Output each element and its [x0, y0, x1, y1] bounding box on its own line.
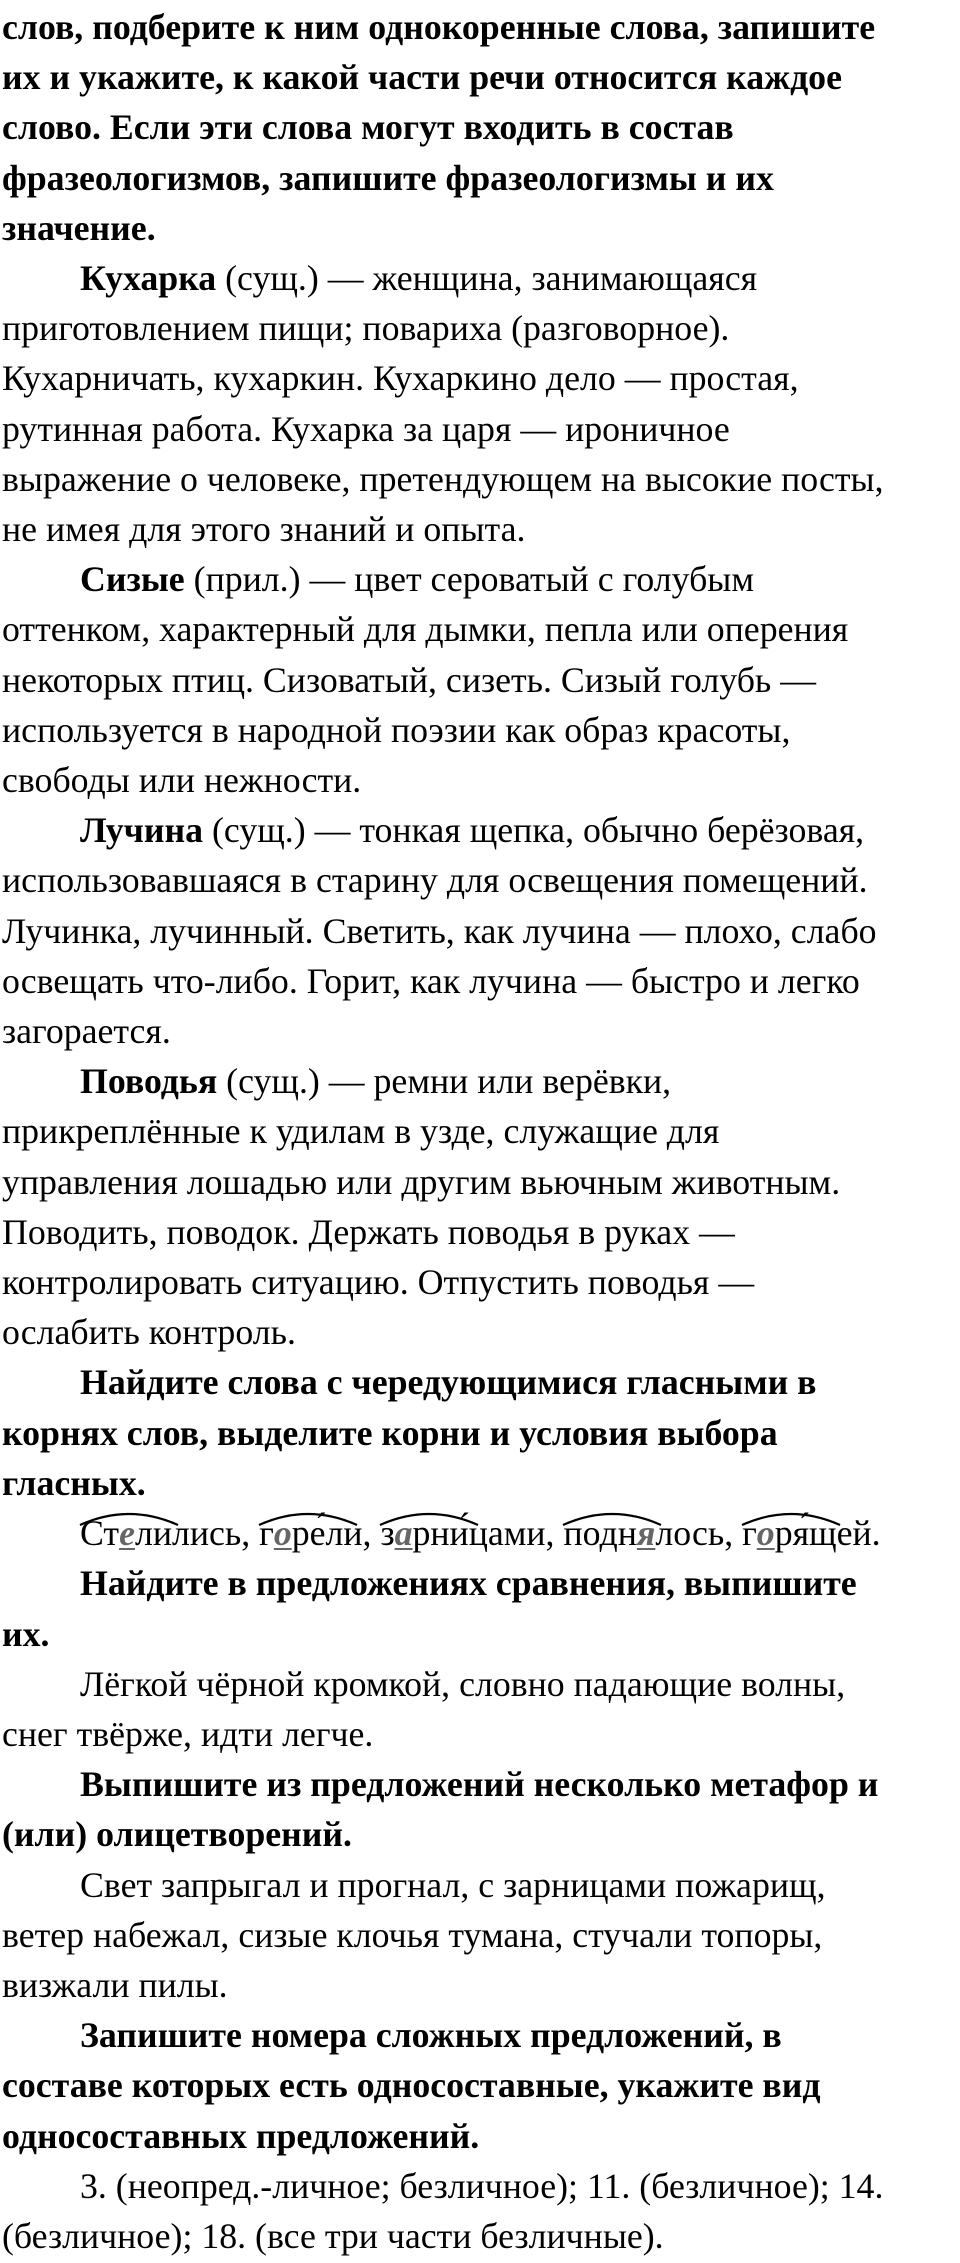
word-root: гор: [259, 1508, 310, 1558]
document-page: [0, 2, 960, 2261]
alternation-word: Стелились,: [80, 1513, 259, 1553]
alternating-vowel: я: [636, 1513, 656, 1554]
task-heading-line: Запишите номера сложных предложений, в: [80, 2015, 782, 2056]
entry-line: не имея для этого знаний и опыта.: [2, 509, 526, 550]
entry-line: оттенком, характерный для дымки, пепла или оперения: [2, 609, 849, 650]
word-root: гор: [742, 1508, 793, 1558]
answer-line: визжали пилы.: [2, 1964, 228, 2005]
task-heading-line: односоставных предложений.: [2, 2115, 480, 2156]
entry-term: Сизые: [80, 559, 185, 600]
task-heading-line: корнях слов, выделите корни и условия выбора: [2, 1412, 778, 1453]
entry-first-line: [2, 805, 960, 855]
intro-line: слово. Если эти слова могут входить в состав: [2, 107, 734, 148]
entry-line: прикреплённые к удилам в узде, служащие для: [2, 1111, 720, 1152]
alternation-word: горе́ли,: [259, 1513, 380, 1553]
entry-line: освещать что-либо. Горит, как лучина — быстро и легко: [2, 960, 860, 1001]
intro-line: фразеологизмов, запишите фразеологизмы и их: [2, 157, 774, 198]
answer-line: ветер набежал, сизые клочья тумана, стучали топоры,: [2, 1914, 823, 1955]
task-heading-line: Найдите в предложениях сравнения, выпишите: [80, 1563, 857, 1604]
alternating-vowel: е: [119, 1513, 135, 1554]
entry-line: Поводить, поводок. Держать поводья в руках —: [2, 1211, 735, 1252]
task-heading-line: составе которых есть односоставные, укажите вид: [2, 2065, 821, 2106]
task-heading-line: Найдите слова с чередующимися гласными в: [80, 1362, 817, 1403]
alternating-vowel: а: [394, 1513, 413, 1554]
intro-line: их и укажите, к какой части речи относится каждое: [2, 57, 842, 98]
entry-definition: (сущ.) — женщина, занимающаяся: [216, 258, 758, 299]
entry-line: выражение о человеке, претендующем на высокие посты,: [2, 458, 884, 499]
entry-line: используется в народной поэзии как образ красоты,: [2, 709, 791, 750]
entry-line: использовавшаяся в старину для освещения помещений.: [2, 860, 868, 901]
word-root: подня: [563, 1508, 655, 1558]
entry-first-line: [2, 253, 960, 303]
alternating-vowel: о: [273, 1513, 292, 1554]
entry-line: некоторых птиц. Сизоватый, сизеть. Сизый голубь —: [2, 659, 816, 700]
alternation-word: горя́щей.: [742, 1513, 881, 1553]
answer-line: снег твёрже, идти легче.: [2, 1713, 374, 1754]
task-heading-line: Выпишите из предложений несколько метафор и: [80, 1764, 879, 1805]
entry-first-line: [2, 1056, 960, 1106]
intro-line: слов, подберите к ним однокоренные слова, запишите: [2, 7, 876, 47]
entry-line: рутинная работа. Кухарка за царя — ироничное: [2, 408, 730, 449]
entry-term: Кухарка: [80, 258, 217, 299]
entry-line: управления лошадью или другим вьючным животным.: [2, 1161, 841, 1202]
task-heading-line: гласных.: [2, 1462, 146, 1503]
task-heading-line: их.: [2, 1613, 50, 1654]
entry-line: приготовлением пищи; повариха (разговорное).: [2, 308, 730, 349]
alternation-answer-line: [2, 1508, 960, 1558]
entry-definition: (сущ.) — ремни или верёвки,: [217, 1061, 672, 1102]
entry-definition: (прил.) — цвет сероватый с голубым: [184, 559, 755, 600]
entry-line: Лучинка, лучинный. Светить, как лучина — плохо, слабо: [2, 910, 877, 951]
entry-line: загорается.: [2, 1011, 171, 1052]
alternation-word: поднялось,: [563, 1513, 742, 1553]
word-root: Стел: [80, 1508, 153, 1558]
entry-line: свободы или нежности.: [2, 760, 362, 801]
entry-definition: (сущ.) — тонкая щепка, обычно берёзовая,: [203, 810, 865, 851]
answer-line: Лёгкой чёрной кромкой, словно падающие волны,: [80, 1663, 846, 1704]
entry-first-line: [2, 554, 960, 604]
intro-line: значение.: [2, 207, 156, 248]
answer-line: 3. (неопред.-личное; безличное); 11. (безличное); 14.: [80, 2165, 884, 2206]
alternation-word: зарни́цами,: [380, 1513, 563, 1553]
entry-line: ослабить контроль.: [2, 1312, 296, 1353]
word-root: зар: [380, 1508, 430, 1558]
entry-line: Кухарничать, кухаркин. Кухаркино дело — простая,: [2, 358, 799, 399]
answer-line: (безличное); 18. (все три части безличные).: [2, 2215, 664, 2256]
answer-line: Свет запрыгал и прогнал, с зарницами пожарищ,: [80, 1864, 826, 1905]
entry-term: Поводья: [80, 1061, 218, 1102]
entry-term: Лучина: [80, 810, 204, 851]
task-heading-line: (или) олицетворений.: [2, 1814, 352, 1855]
alternating-vowel: о: [756, 1513, 775, 1554]
entry-line: контролировать ситуацию. Отпустить поводья —: [2, 1262, 755, 1303]
